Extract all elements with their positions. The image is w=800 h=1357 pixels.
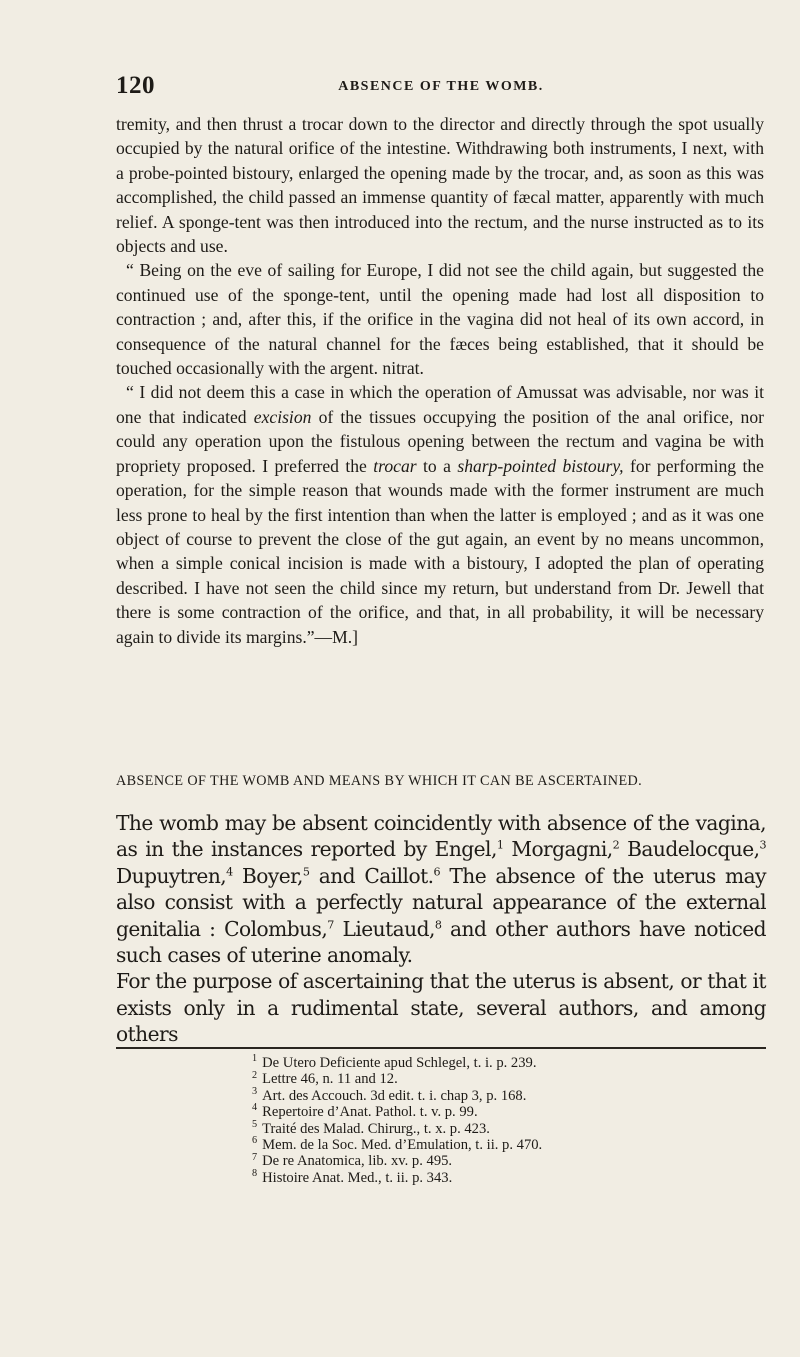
page-number: 120 — [116, 72, 155, 99]
text-run: Lieutaud, — [333, 916, 435, 941]
footnote-text: Histoire Anat. Med., t. ii. p. 343. — [262, 1169, 453, 1186]
paragraph: “ Being on the eve of sailing for Europe, I did not see the child again, but suggested the continued use of the sponge-tent, until the opening made had lost all disposition to contraction ; and, after this, if the orifice in the vagina did not heal of its own accord, in consequence of the natural channel for the fæces being established, that it should be touched occasionally with the argent. nitrat. — [116, 260, 764, 379]
footnote — [252, 1153, 692, 1169]
footnote — [252, 1137, 692, 1153]
footnote-text: Traité des Malad. Chirurg., t. x. p. 423. — [262, 1120, 490, 1137]
page-header — [116, 72, 766, 100]
footnotes — [252, 1055, 692, 1186]
footnote-ref: 6 — [433, 865, 441, 879]
footnote-ref: 7 — [327, 917, 334, 931]
footnote-ref: 3 — [759, 838, 766, 852]
text-run: and Caillot. — [309, 863, 434, 888]
footnote-text: Lettre 46, n. 11 and 12. — [262, 1071, 398, 1088]
italic-text: excision — [253, 406, 312, 427]
text-run: Dupuytren, — [116, 863, 227, 888]
footnote-number: 7 — [252, 1151, 258, 1163]
section-body — [116, 810, 766, 1048]
footnote-ref: 2 — [612, 838, 620, 852]
footnote-number: 1 — [252, 1053, 258, 1065]
section-heading: ABSENCE OF THE WOMB AND MEANS BY WHICH IT CAN BE ASCERTAINED. — [116, 773, 643, 789]
footnote-text: Mem. de la Soc. Med. d’Emulation, t. ii. p. 470. — [262, 1137, 543, 1154]
footnote-number: 4 — [252, 1102, 258, 1114]
text-run: “ I did not deem this a case in which the operation of Amussat was advisable, nor was it one that indicated — [116, 382, 764, 427]
footnote-text: De Utero Deficiente apud Schlegel, t. i. p. 239. — [262, 1055, 537, 1071]
footnote — [252, 1104, 692, 1120]
text-run: and other authors have noticed such cases of uterine anomaly. — [116, 916, 766, 968]
footnote-ref: 1 — [496, 838, 504, 852]
footnote — [252, 1118, 692, 1137]
footnote-number: 8 — [252, 1167, 258, 1179]
footnote-text: Repertoire d’Anat. Pathol. t. v. p. 99. — [262, 1104, 478, 1121]
footnote-ref: 5 — [302, 865, 310, 879]
running-head: ABSENCE OF THE WOMB. — [338, 79, 544, 94]
footnote-text: Art. des Accouch. 3d edit. t. i. chap 3, p. 168. — [262, 1087, 527, 1104]
paragraph — [116, 380, 764, 648]
footnote — [252, 1071, 692, 1087]
paragraph: tremity, and then thrust a trocar down to the director and directly through the spot usually occupied by the natural orifice of the intestine. Withdrawing both instruments, I next, with a probe-pointed bistoury, enlarged the opening made by the trocar, and, as soon as this was accomplished, the child passed an immense quantity of fæcal matter, apparently with much relief. A sponge-tent was then introduced into the rectum, and the nurse instructed as to its objects and use. — [116, 114, 764, 257]
paragraph: For the purpose of ascertaining that the uterus is absent, or that it exists only in a rudimental state, several authors, and among others — [116, 969, 766, 1047]
footnote-number: 5 — [252, 1118, 258, 1130]
italic-text: sharp-pointed bistoury, — [457, 455, 624, 476]
text-run: The absence of the uterus may also consist with a perfectly natural appearance of the external genitalia : Colombus, — [116, 863, 766, 941]
text-run: Baudelocque, — [619, 837, 760, 862]
footnote-ref: 8 — [434, 917, 442, 931]
footnote-text: De re Anatomica, lib. xv. p. 495. — [262, 1153, 453, 1170]
text-run: of the tissues occupying the position of the anal orifice, nor could any operation upon the fistulous opening between the rectum and vagina be with propriety proposed. I preferred the — [116, 406, 764, 476]
text-run: for performing the operation, for the simple reason that wounds made with the former instrument are much less prone to heal by the first intention than when the latter is employed ; and as it was one object of course to prevent the close of the gut again, an event by no means uncommon, when a simple conical incision is made with a bistoury, I adopted the plan of operating described. I have not seen the child since my return, but understand from Dr. Jewell that there is some contraction of the orifice, and that, in all probability, it will be necessary again to divide its margins.”—M.] — [116, 455, 764, 647]
footnote-number: 2 — [252, 1069, 258, 1081]
footnote-divider — [116, 1047, 766, 1049]
italic-text: trocar — [373, 455, 417, 476]
text-run: Morgagni, — [503, 837, 613, 862]
text-run: Boyer, — [232, 863, 303, 888]
footnote-number: 3 — [252, 1085, 258, 1097]
footnote — [252, 1055, 692, 1071]
footnote-ref: 4 — [226, 865, 233, 879]
footnote — [252, 1085, 692, 1104]
footnote-number: 6 — [252, 1135, 258, 1147]
case-report-text — [116, 112, 764, 649]
paragraph — [116, 810, 766, 968]
text-run: The womb may be absent coincidently with absence of the vagina, as in the instances reported by Engel, — [116, 811, 766, 862]
text-run: to a — [416, 455, 458, 476]
footnote — [252, 1167, 692, 1186]
